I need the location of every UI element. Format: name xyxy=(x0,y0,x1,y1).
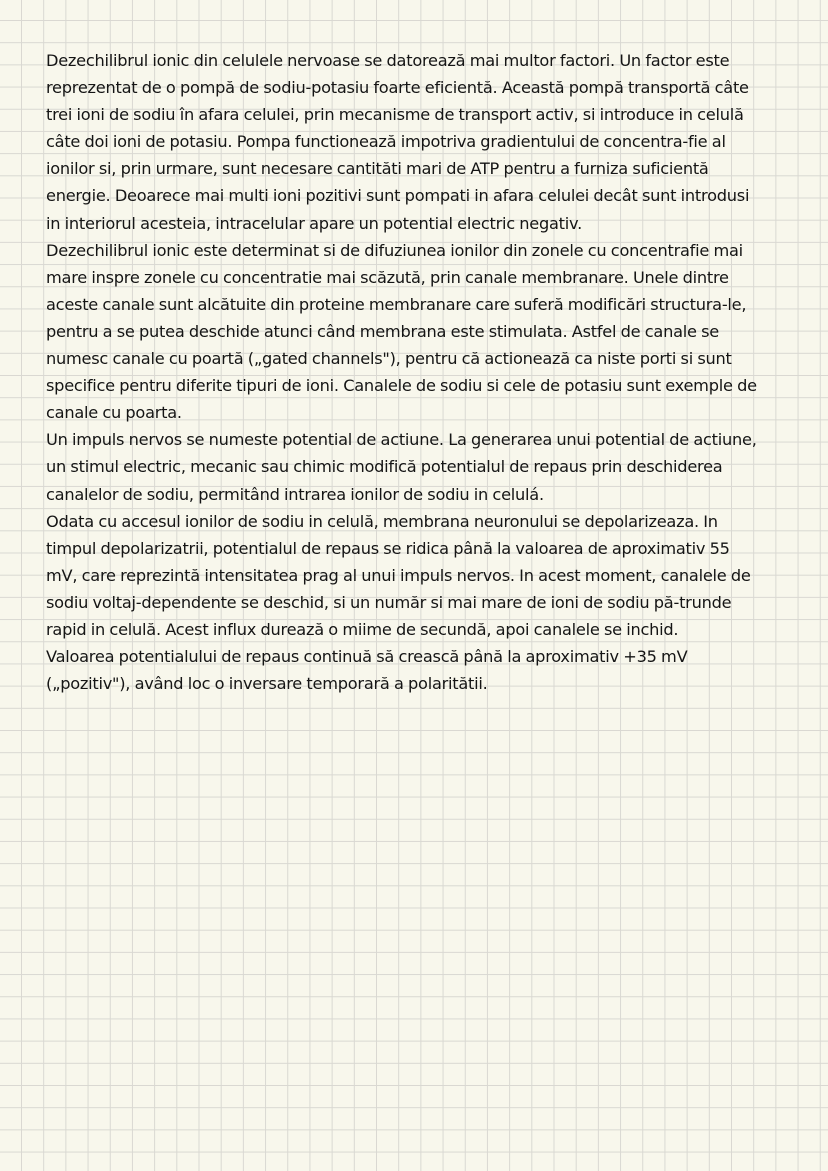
paragraph-action-potential xyxy=(46,426,816,507)
text-line: sodiu voltaj-dependente se deschid, si un număr si mai mare de ioni de sodiu pă-trunde xyxy=(46,592,732,612)
text-line: Valoarea potentialului de repaus continuă să crească până la aproximativ +35 mV xyxy=(46,647,688,667)
text-line: Odata cu accesul ionilor de sodiu in celulă, membrana neuronului se depolarizeaza. In xyxy=(46,511,718,531)
text-line: mV, care reprezintă intensitatea prag al unui impuls nervos. In acest moment, canalele de xyxy=(46,565,751,585)
text-line: in interiorul acesteia, intracelular apare un potential electric negativ. xyxy=(46,213,582,233)
text-line: energie. Deoarece mai multi ioni pozitivi sunt pompati in afara celulei decât sunt introdusi xyxy=(46,186,750,206)
paragraph-depolarization xyxy=(46,508,816,698)
text-line: Dezechilibrul ionic din celulele nervoase se datorează mai multor factori. Un factor este xyxy=(46,51,730,70)
text-line: ionilor si, prin urmare, sunt necesare cantităti mari de ATP pentru a furniza suficientă xyxy=(46,159,709,179)
text-line: timpul depolarizatrii, potentialul de repaus se ridica până la valoarea de aproximativ 55 xyxy=(46,538,730,558)
text-line: reprezentat de o pompă de sodiu-potasiu foarte eficientă. Această pompă transportă câte xyxy=(46,78,749,98)
text-line: aceste canale sunt alcătuite din proteine membranare care suferă modificări structura-le, xyxy=(46,294,747,314)
text-line: numesc canale cu poartă („gated channels"), pentru că actionează ca niste porti si sunt xyxy=(46,349,732,369)
handwritten-notes-page xyxy=(46,47,816,697)
text-line: câte doi ioni de potasiu. Pompa functionează impotriva gradientului de concentra-fie al xyxy=(46,132,726,152)
text-line: un stimul electric, mecanic sau chimic modifică potentialul de repaus prin deschiderea xyxy=(46,457,723,477)
text-line: mare inspre zonele cu concentratie mai scăzută, prin canale membranare. Unele dintre xyxy=(46,267,729,287)
text-line: Un impuls nervos se numeste potential de actiune. La generarea unui potential de actiune, xyxy=(46,430,757,450)
paragraph-ion-diffusion xyxy=(46,237,816,427)
text-line: specifice pentru diferite tipuri de ioni. Canalele de sodiu si cele de potasiu sunt exemple de xyxy=(46,376,757,396)
text-line: rapid in celulă. Acest influx durează o miime de secundă, apoi canalele se inchid. xyxy=(46,619,679,639)
text-line: canale cu poarta. xyxy=(46,403,182,423)
text-line: trei ioni de sodiu în afara celulei, prin mecanisme de transport activ, si introduce in celulă xyxy=(46,105,744,125)
text-line: („pozitiv"), având loc o inversare temporară a polaritătii. xyxy=(46,674,488,694)
text-line: pentru a se putea deschide atunci când membrana este stimulata. Astfel de canale se xyxy=(46,321,720,341)
text-line: canalelor de sodiu, permitând intrarea ionilor de sodiu in celulá. xyxy=(46,484,544,504)
paragraph-ion-pump xyxy=(46,47,816,237)
text-line: Dezechilibrul ionic este determinat si de difuziunea ionilor din zonele cu concentrafie mai xyxy=(46,240,743,260)
